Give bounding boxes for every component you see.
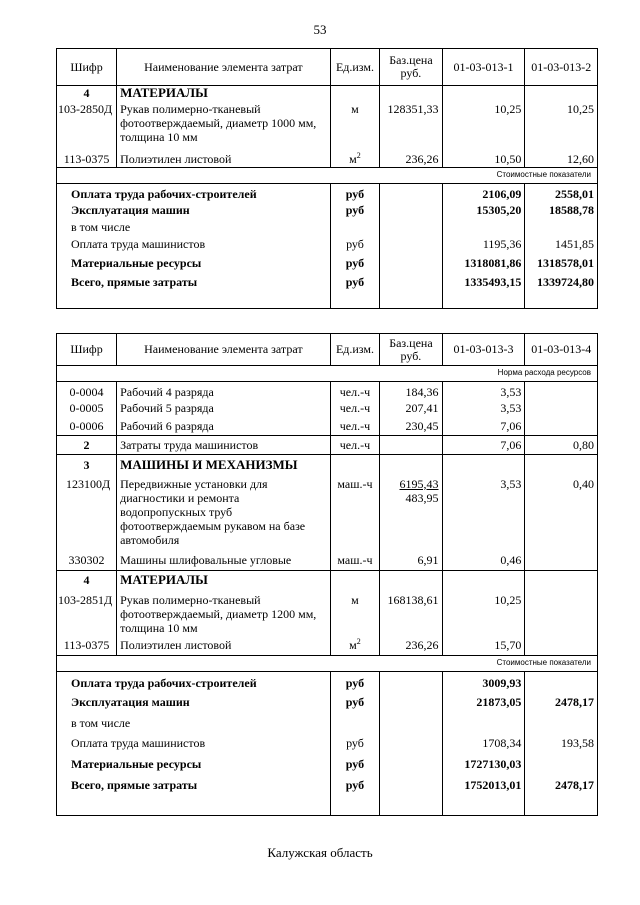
row-price: 230,45 bbox=[380, 419, 442, 436]
summary-row bbox=[57, 693, 598, 713]
header-code: Шифр bbox=[57, 334, 117, 366]
summary-unit: руб bbox=[330, 775, 380, 816]
summary-name: в том числе bbox=[57, 713, 331, 733]
summary-name: Эксплуатация машин bbox=[57, 203, 331, 220]
summary-value-2: 1318578,01 bbox=[525, 256, 598, 275]
row-name: Рабочий 6 разряда bbox=[117, 419, 330, 436]
summary-value-1: 21873,05 bbox=[442, 693, 525, 713]
row-value-1: 7,06 bbox=[442, 419, 525, 436]
section-code: 4 bbox=[57, 86, 117, 102]
page-footer: Калужская область bbox=[267, 845, 373, 860]
section-row-materials bbox=[57, 86, 598, 102]
summary-value-1: 1727130,03 bbox=[442, 754, 525, 775]
cost-table-1 bbox=[56, 48, 598, 309]
row-unit: чел.-ч bbox=[330, 382, 380, 401]
summary-unit: руб bbox=[330, 184, 380, 203]
row-value-2 bbox=[525, 382, 598, 401]
row-value-1: 0,46 bbox=[442, 553, 525, 571]
row-value-1: 3,53 bbox=[442, 475, 525, 553]
row-code: 123100Д bbox=[57, 475, 117, 553]
row-unit: м bbox=[330, 102, 380, 152]
summary-value-2: 2478,17 bbox=[525, 693, 598, 713]
table-header-row bbox=[57, 334, 598, 366]
header-unit: Ед.изм. bbox=[330, 334, 380, 366]
row-unit: $м^2$ bbox=[330, 638, 380, 656]
header-column-01-03-013-4: 01-03-013-4 bbox=[525, 334, 598, 366]
band-row bbox=[57, 366, 598, 382]
summary-row bbox=[57, 775, 598, 816]
summary-row bbox=[57, 733, 598, 754]
section-code: 3 bbox=[57, 455, 117, 475]
header-code: Шифр bbox=[57, 49, 117, 86]
header-unit: Ед.изм. bbox=[330, 49, 380, 86]
summary-name: Материальные ресурсы bbox=[57, 256, 331, 275]
cost-indicators-band: Стоимостные показатели bbox=[57, 656, 598, 672]
row-price-secondary: 483,95 bbox=[405, 490, 439, 505]
row-price: 6,91 bbox=[380, 553, 442, 571]
summary-unit: руб bbox=[330, 672, 380, 693]
summary-value-2 bbox=[525, 672, 598, 693]
row-name: Рабочий 5 разряда bbox=[117, 401, 330, 419]
row-unit: чел.-ч bbox=[330, 436, 380, 455]
row-price-primary: 6195,43 bbox=[399, 476, 439, 491]
header-name: Наименование элемента затрат bbox=[117, 49, 330, 86]
row-price: 236,26 bbox=[380, 638, 442, 656]
section-row-machines bbox=[57, 455, 598, 475]
row-value-2 bbox=[525, 638, 598, 656]
section-code: 4 bbox=[57, 571, 117, 589]
table-row bbox=[57, 419, 598, 436]
row-value-2: 0,40 bbox=[525, 475, 598, 553]
row-value-1: 10,50 bbox=[442, 152, 525, 168]
summary-row bbox=[57, 275, 598, 309]
row-code: 2 bbox=[57, 436, 117, 455]
row-value-1: 3,53 bbox=[442, 401, 525, 419]
row-code: 0-0006 bbox=[57, 419, 117, 436]
summary-value-2: 2558,01 bbox=[525, 184, 598, 203]
summary-value-1: 1708,34 bbox=[442, 733, 525, 754]
page-number: 53 bbox=[313, 22, 327, 37]
row-name: Рабочий 4 разряда bbox=[117, 382, 330, 401]
table-row bbox=[57, 102, 598, 152]
summary-value-1: 1335493,15 bbox=[442, 275, 525, 309]
section-title: МАТЕРИАЛЫ bbox=[117, 571, 330, 589]
row-value-2 bbox=[525, 589, 598, 638]
header-base-price: Баз.цена руб. bbox=[380, 49, 442, 86]
summary-row bbox=[57, 184, 598, 203]
row-code: 113-0375 bbox=[57, 152, 117, 168]
cost-indicators-band: Стоимостные показатели bbox=[57, 168, 598, 184]
table-row bbox=[57, 553, 598, 571]
summary-name: Всего, прямые затраты bbox=[57, 775, 331, 816]
summary-value-2 bbox=[525, 754, 598, 775]
summary-name: Материальные ресурсы bbox=[57, 754, 331, 775]
row-code: 113-0375 bbox=[57, 638, 117, 656]
row-name: Затраты труда машинистов bbox=[117, 436, 330, 455]
row-unit: $м^2$ bbox=[330, 152, 380, 168]
table-header-row bbox=[57, 49, 598, 86]
summary-value-2: 18588,78 bbox=[525, 203, 598, 220]
row-name: Полиэтилен листовой bbox=[117, 638, 330, 656]
row-unit: м bbox=[330, 589, 380, 638]
row-code: 103-2850Д bbox=[57, 102, 117, 152]
table-row bbox=[57, 382, 598, 401]
summary-value-1: 2106,09 bbox=[442, 184, 525, 203]
summary-unit: руб bbox=[330, 203, 380, 220]
row-value-1: 15,70 bbox=[442, 638, 525, 656]
row-code: 103-2851Д bbox=[57, 589, 117, 638]
band-row bbox=[57, 168, 598, 184]
row-value-2 bbox=[525, 553, 598, 571]
row-name: Рукав полимерно-тканевый фотоотверждаемый, диаметр 1200 мм, толщина 10 мм bbox=[117, 589, 330, 638]
summary-value-1: 1318081,86 bbox=[442, 256, 525, 275]
row-price: 184,36 bbox=[380, 382, 442, 401]
table-row bbox=[57, 589, 598, 638]
header-column-01-03-013-1: 01-03-013-1 bbox=[442, 49, 525, 86]
header-column-01-03-013-2: 01-03-013-2 bbox=[525, 49, 598, 86]
row-name: Машины шлифовальные угловые bbox=[117, 553, 330, 571]
summary-name: Эксплуатация машин bbox=[57, 693, 331, 713]
summary-value-1: 3009,93 bbox=[442, 672, 525, 693]
row-unit: чел.-ч bbox=[330, 419, 380, 436]
header-base-price: Баз.цена руб. bbox=[380, 334, 442, 366]
summary-value-1: 1752013,01 bbox=[442, 775, 525, 816]
row-name: Передвижные установки для диагностики и ремонта водопропускных труб фотоотверждаемым рукавом на базе автомобиля bbox=[117, 475, 330, 553]
machinist-labor-row bbox=[57, 436, 598, 455]
header-column-01-03-013-3: 01-03-013-3 bbox=[442, 334, 525, 366]
summary-row bbox=[57, 203, 598, 220]
section-title: МАШИНЫ И МЕХАНИЗМЫ bbox=[117, 455, 330, 475]
summary-name: Оплата труда машинистов bbox=[57, 733, 331, 754]
row-name: Полиэтилен листовой bbox=[117, 152, 330, 168]
row-value-2 bbox=[525, 419, 598, 436]
row-value-2 bbox=[525, 401, 598, 419]
row-code: 330302 bbox=[57, 553, 117, 571]
row-value-1: 3,53 bbox=[442, 382, 525, 401]
summary-value-2: 193,58 bbox=[525, 733, 598, 754]
summary-unit: руб bbox=[330, 754, 380, 775]
row-value-1: 10,25 bbox=[442, 589, 525, 638]
summary-unit: руб bbox=[330, 256, 380, 275]
summary-unit: руб bbox=[330, 733, 380, 754]
row-unit: маш.-ч bbox=[330, 475, 380, 553]
summary-value-2: 1451,85 bbox=[525, 237, 598, 256]
table-row bbox=[57, 401, 598, 419]
cost-table-2 bbox=[56, 333, 598, 816]
row-value-1: 7,06 bbox=[442, 436, 525, 455]
summary-name: в том числе bbox=[57, 220, 331, 237]
summary-value-2: 2478,17 bbox=[525, 775, 598, 816]
summary-row bbox=[57, 754, 598, 775]
summary-row bbox=[57, 672, 598, 693]
table-row bbox=[57, 475, 598, 553]
section-row-materials bbox=[57, 571, 598, 589]
row-value-2: 10,25 bbox=[525, 102, 598, 152]
row-unit: маш.-ч bbox=[330, 553, 380, 571]
row-price: 128351,33 bbox=[380, 102, 442, 152]
section-title: МАТЕРИАЛЫ bbox=[117, 86, 330, 102]
row-price: 236,26 bbox=[380, 152, 442, 168]
summary-unit: руб bbox=[330, 237, 380, 256]
summary-row bbox=[57, 237, 598, 256]
table-row bbox=[57, 152, 598, 168]
row-code: 0-0004 bbox=[57, 382, 117, 401]
row-price: 168138,61 bbox=[380, 589, 442, 638]
summary-row bbox=[57, 256, 598, 275]
row-value-2: 0,80 bbox=[525, 436, 598, 455]
resource-norm-band: Норма расхода ресурсов bbox=[57, 366, 598, 382]
summary-name: Оплата труда рабочих-строителей bbox=[57, 672, 331, 693]
row-code: 0-0005 bbox=[57, 401, 117, 419]
summary-value-1: 1195,36 bbox=[442, 237, 525, 256]
summary-row bbox=[57, 713, 598, 733]
band-row bbox=[57, 656, 598, 672]
row-price bbox=[380, 475, 442, 553]
row-value-1: 10,25 bbox=[442, 102, 525, 152]
summary-value-2: 1339724,80 bbox=[525, 275, 598, 309]
summary-row bbox=[57, 220, 598, 237]
row-unit: чел.-ч bbox=[330, 401, 380, 419]
summary-value-1: 15305,20 bbox=[442, 203, 525, 220]
table-row bbox=[57, 638, 598, 656]
summary-unit: руб bbox=[330, 693, 380, 713]
row-name: Рукав полимерно-тканевый фотоотверждаемый, диаметр 1000 мм, толщина 10 мм bbox=[117, 102, 330, 152]
summary-name: Всего, прямые затраты bbox=[57, 275, 331, 309]
summary-name: Оплата труда рабочих-строителей bbox=[57, 184, 331, 203]
row-price: 207,41 bbox=[380, 401, 442, 419]
summary-name: Оплата труда машинистов bbox=[57, 237, 331, 256]
row-value-2: 12,60 bbox=[525, 152, 598, 168]
header-name: Наименование элемента затрат bbox=[117, 334, 330, 366]
summary-unit: руб bbox=[330, 275, 380, 309]
